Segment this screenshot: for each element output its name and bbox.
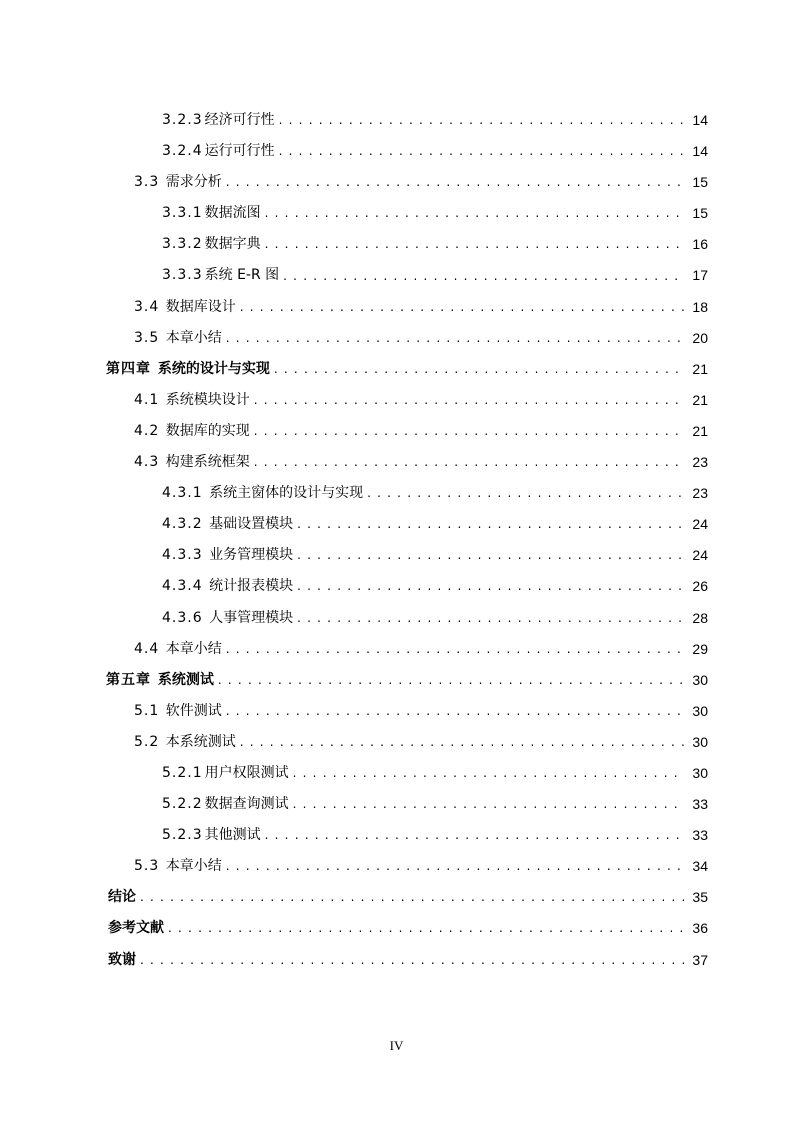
toc-entry-number: 5.2: [134, 733, 160, 750]
toc-entry-number: 3.2.4: [162, 143, 203, 160]
toc-entry-number: 5.3: [134, 858, 160, 875]
toc-entry[interactable]: [106, 758, 708, 789]
toc-entry-number: 5.2.2: [162, 796, 203, 813]
toc-entry-title: [162, 509, 293, 540]
toc-entry[interactable]: [106, 882, 708, 913]
toc-entry-title: [134, 851, 222, 882]
toc-entry-page: 34: [692, 858, 708, 875]
toc-entry-title: [134, 634, 222, 665]
toc-entry-title: [162, 758, 289, 789]
toc-entry-text: 结论: [108, 889, 136, 906]
toc-entry-title: [162, 198, 261, 229]
toc-entry[interactable]: [106, 447, 708, 478]
page-number-footer: IV: [389, 1038, 404, 1053]
table-of-contents: [106, 105, 708, 976]
toc-entry-page: 20: [692, 329, 708, 346]
toc-leader-dots: [226, 634, 684, 665]
toc-entry-text: 其他测试: [204, 827, 261, 844]
toc-entry-number: 第四章: [106, 360, 151, 377]
toc-entry-page: 30: [692, 671, 708, 688]
toc-entry-text: 系统 E-R 图: [204, 267, 280, 284]
toc-entry-number: 3.3.3: [162, 267, 203, 284]
toc-entry[interactable]: [106, 416, 708, 447]
toc-entry-title: [106, 913, 164, 944]
toc-leader-dots: [254, 447, 684, 478]
toc-entry[interactable]: [106, 229, 708, 260]
toc-entry[interactable]: [106, 167, 708, 198]
toc-entry-number: 4.4: [134, 640, 160, 657]
toc-leader-dots: [168, 913, 684, 944]
toc-entry-text: 致谢: [108, 951, 136, 968]
toc-entry[interactable]: [106, 540, 708, 571]
toc-entry-text: 软件测试: [161, 702, 222, 719]
toc-leader-dots: [254, 385, 684, 416]
toc-leader-dots: [297, 603, 684, 634]
toc-entry-title: [134, 292, 236, 323]
toc-entry[interactable]: [106, 945, 708, 976]
toc-entry-title: [162, 820, 261, 851]
toc-entry-page: 14: [692, 143, 708, 160]
toc-entry-text: 需求分析: [161, 174, 222, 191]
toc-entry[interactable]: [106, 105, 708, 136]
toc-entry-page: 35: [692, 889, 708, 906]
toc-entry-page: 23: [692, 485, 708, 502]
toc-entry[interactable]: [106, 260, 708, 291]
toc-leader-dots: [140, 945, 684, 976]
toc-entry-page: 28: [692, 609, 708, 626]
toc-entry[interactable]: [106, 323, 708, 354]
toc-entry-number: 4.3.6: [162, 609, 203, 626]
toc-entry[interactable]: [106, 571, 708, 602]
toc-entry-title: [106, 665, 214, 696]
toc-entry[interactable]: [106, 696, 708, 727]
toc-entry-text: 系统模块设计: [161, 391, 250, 408]
toc-entry-title: [162, 260, 279, 291]
toc-entry-page: 30: [692, 764, 708, 781]
toc-entry[interactable]: [106, 509, 708, 540]
toc-entry-number: 4.1: [134, 391, 160, 408]
toc-entry-text: 人事管理模块: [204, 609, 294, 626]
toc-leader-dots: [297, 571, 684, 602]
toc-entry-text: 基础设置模块: [204, 516, 294, 533]
toc-entry-number: 3.4: [134, 298, 160, 315]
toc-entry-number: 4.3.3: [162, 547, 203, 564]
toc-entry-number: 5.2.1: [162, 764, 203, 781]
toc-entry-text: 经济可行性: [204, 112, 275, 128]
toc-entry-number: 4.3.1: [162, 485, 203, 502]
toc-entry-page: 15: [692, 174, 708, 191]
toc-entry-number: 3.2.3: [162, 112, 203, 128]
toc-leader-dots: [265, 820, 684, 851]
toc-leader-dots: [274, 354, 684, 385]
toc-entry-title: [134, 696, 222, 727]
toc-leader-dots: [297, 509, 684, 540]
toc-entry-title: [162, 478, 363, 509]
toc-entry-page: 17: [692, 267, 708, 284]
toc-entry-page: 36: [692, 920, 708, 937]
toc-entry-title: [162, 229, 261, 260]
toc-leader-dots: [140, 882, 684, 913]
toc-entry-page: 30: [692, 733, 708, 750]
toc-entry-page: 16: [692, 236, 708, 253]
toc-leader-dots: [226, 696, 684, 727]
toc-entry-number: 5.1: [134, 702, 160, 719]
toc-entry-page: 33: [692, 827, 708, 844]
toc-entry-title: [162, 603, 293, 634]
toc-entry[interactable]: [106, 385, 708, 416]
toc-leader-dots: [265, 229, 684, 260]
toc-leader-dots: [293, 789, 684, 820]
toc-entry-title: [134, 447, 250, 478]
toc-leader-dots: [279, 136, 684, 167]
toc-leader-dots: [279, 105, 684, 136]
toc-entry-text: 统计报表模块: [204, 578, 294, 595]
toc-entry-number: 4.3: [134, 454, 160, 471]
toc-entry-page: 21: [692, 422, 708, 439]
toc-entry-number: 4.2: [134, 422, 160, 439]
toc-entry-text: 用户权限测试: [204, 764, 289, 781]
toc-entry[interactable]: [106, 851, 708, 882]
toc-entry-number: 4.3.4: [162, 578, 203, 595]
toc-leader-dots: [265, 198, 684, 229]
toc-entry-title: [106, 354, 270, 385]
toc-entry[interactable]: [106, 634, 708, 665]
toc-entry-title: [162, 571, 293, 602]
toc-entry-text: 数据字典: [204, 236, 261, 253]
toc-entry-page: 33: [692, 796, 708, 813]
toc-entry-text: 参考文献: [108, 920, 164, 937]
toc-leader-dots: [283, 261, 684, 292]
toc-entry-page: 29: [692, 640, 708, 657]
toc-entry[interactable]: [106, 292, 708, 323]
toc-entry-text: 系统主窗体的设计与实现: [204, 485, 364, 502]
toc-entry-title: [134, 323, 222, 354]
toc-entry-number: 5.2.3: [162, 827, 203, 844]
toc-entry-title: [106, 882, 136, 913]
toc-entry-page: 21: [692, 360, 708, 377]
toc-entry-page: 24: [692, 516, 708, 533]
toc-leader-dots: [226, 323, 684, 354]
toc-leader-dots: [218, 665, 684, 696]
toc-entry-title: [106, 945, 136, 976]
toc-leader-dots: [240, 727, 684, 758]
toc-entry-number: 3.5: [134, 329, 160, 346]
toc-entry-text: 本章小结: [161, 329, 222, 346]
toc-entry[interactable]: [106, 727, 708, 758]
toc-entry-text: 运行可行性: [204, 143, 275, 160]
toc-leader-dots: [293, 758, 684, 789]
toc-entry-text: 系统测试: [153, 671, 214, 688]
toc-entry[interactable]: [106, 603, 708, 634]
toc-entry[interactable]: [106, 789, 708, 820]
toc-entry-page: 23: [692, 454, 708, 471]
toc-leader-dots: [226, 167, 684, 198]
toc-entry-text: 构建系统框架: [161, 454, 250, 471]
toc-entry-title: [134, 385, 250, 416]
toc-entry-title: [162, 136, 275, 167]
toc-entry-page: 37: [692, 951, 708, 968]
toc-entry[interactable]: [106, 913, 708, 944]
toc-entry-title: [162, 105, 275, 136]
toc-entry[interactable]: [106, 354, 708, 385]
toc-entry[interactable]: [106, 665, 708, 696]
toc-entry-text: 数据流图: [204, 205, 261, 222]
toc-entry-text: 系统的设计与实现: [153, 360, 270, 377]
toc-entry[interactable]: [106, 820, 708, 851]
toc-leader-dots: [254, 416, 684, 447]
toc-entry-page: 15: [692, 205, 708, 222]
toc-entry-page: 14: [692, 112, 708, 128]
toc-entry-page: 21: [692, 391, 708, 408]
toc-entry-text: 数据查询测试: [204, 796, 289, 813]
toc-entry-text: 数据库的实现: [161, 422, 250, 439]
toc-entry-title: [134, 167, 222, 198]
toc-entry-number: 3.3.1: [162, 205, 203, 222]
toc-entry-page: 18: [692, 298, 708, 315]
toc-entry-title: [134, 416, 250, 447]
toc-entry-number: 第五章: [106, 671, 151, 688]
toc-entry-text: 本系统测试: [161, 733, 236, 750]
toc-entry-page: 24: [692, 547, 708, 564]
toc-entry[interactable]: [106, 478, 708, 509]
toc-entry-number: 3.3.2: [162, 236, 203, 253]
toc-entry[interactable]: [106, 136, 708, 167]
toc-entry-title: [134, 727, 236, 758]
toc-entry-number: 4.3.2: [162, 516, 203, 533]
toc-entry-text: 业务管理模块: [204, 547, 294, 564]
toc-entry-text: 本章小结: [161, 640, 222, 657]
toc-entry-title: [162, 789, 289, 820]
toc-entry-title: [162, 540, 293, 571]
toc-leader-dots: [297, 540, 684, 571]
toc-entry-page: 26: [692, 578, 708, 595]
toc-entry[interactable]: [106, 198, 708, 229]
toc-leader-dots: [240, 292, 684, 323]
toc-entry-text: 本章小结: [161, 858, 222, 875]
toc-entry-text: 数据库设计: [161, 298, 236, 315]
toc-entry-page: 30: [692, 702, 708, 719]
toc-leader-dots: [367, 478, 684, 509]
toc-entry-number: 3.3: [134, 174, 160, 191]
toc-leader-dots: [226, 851, 684, 882]
